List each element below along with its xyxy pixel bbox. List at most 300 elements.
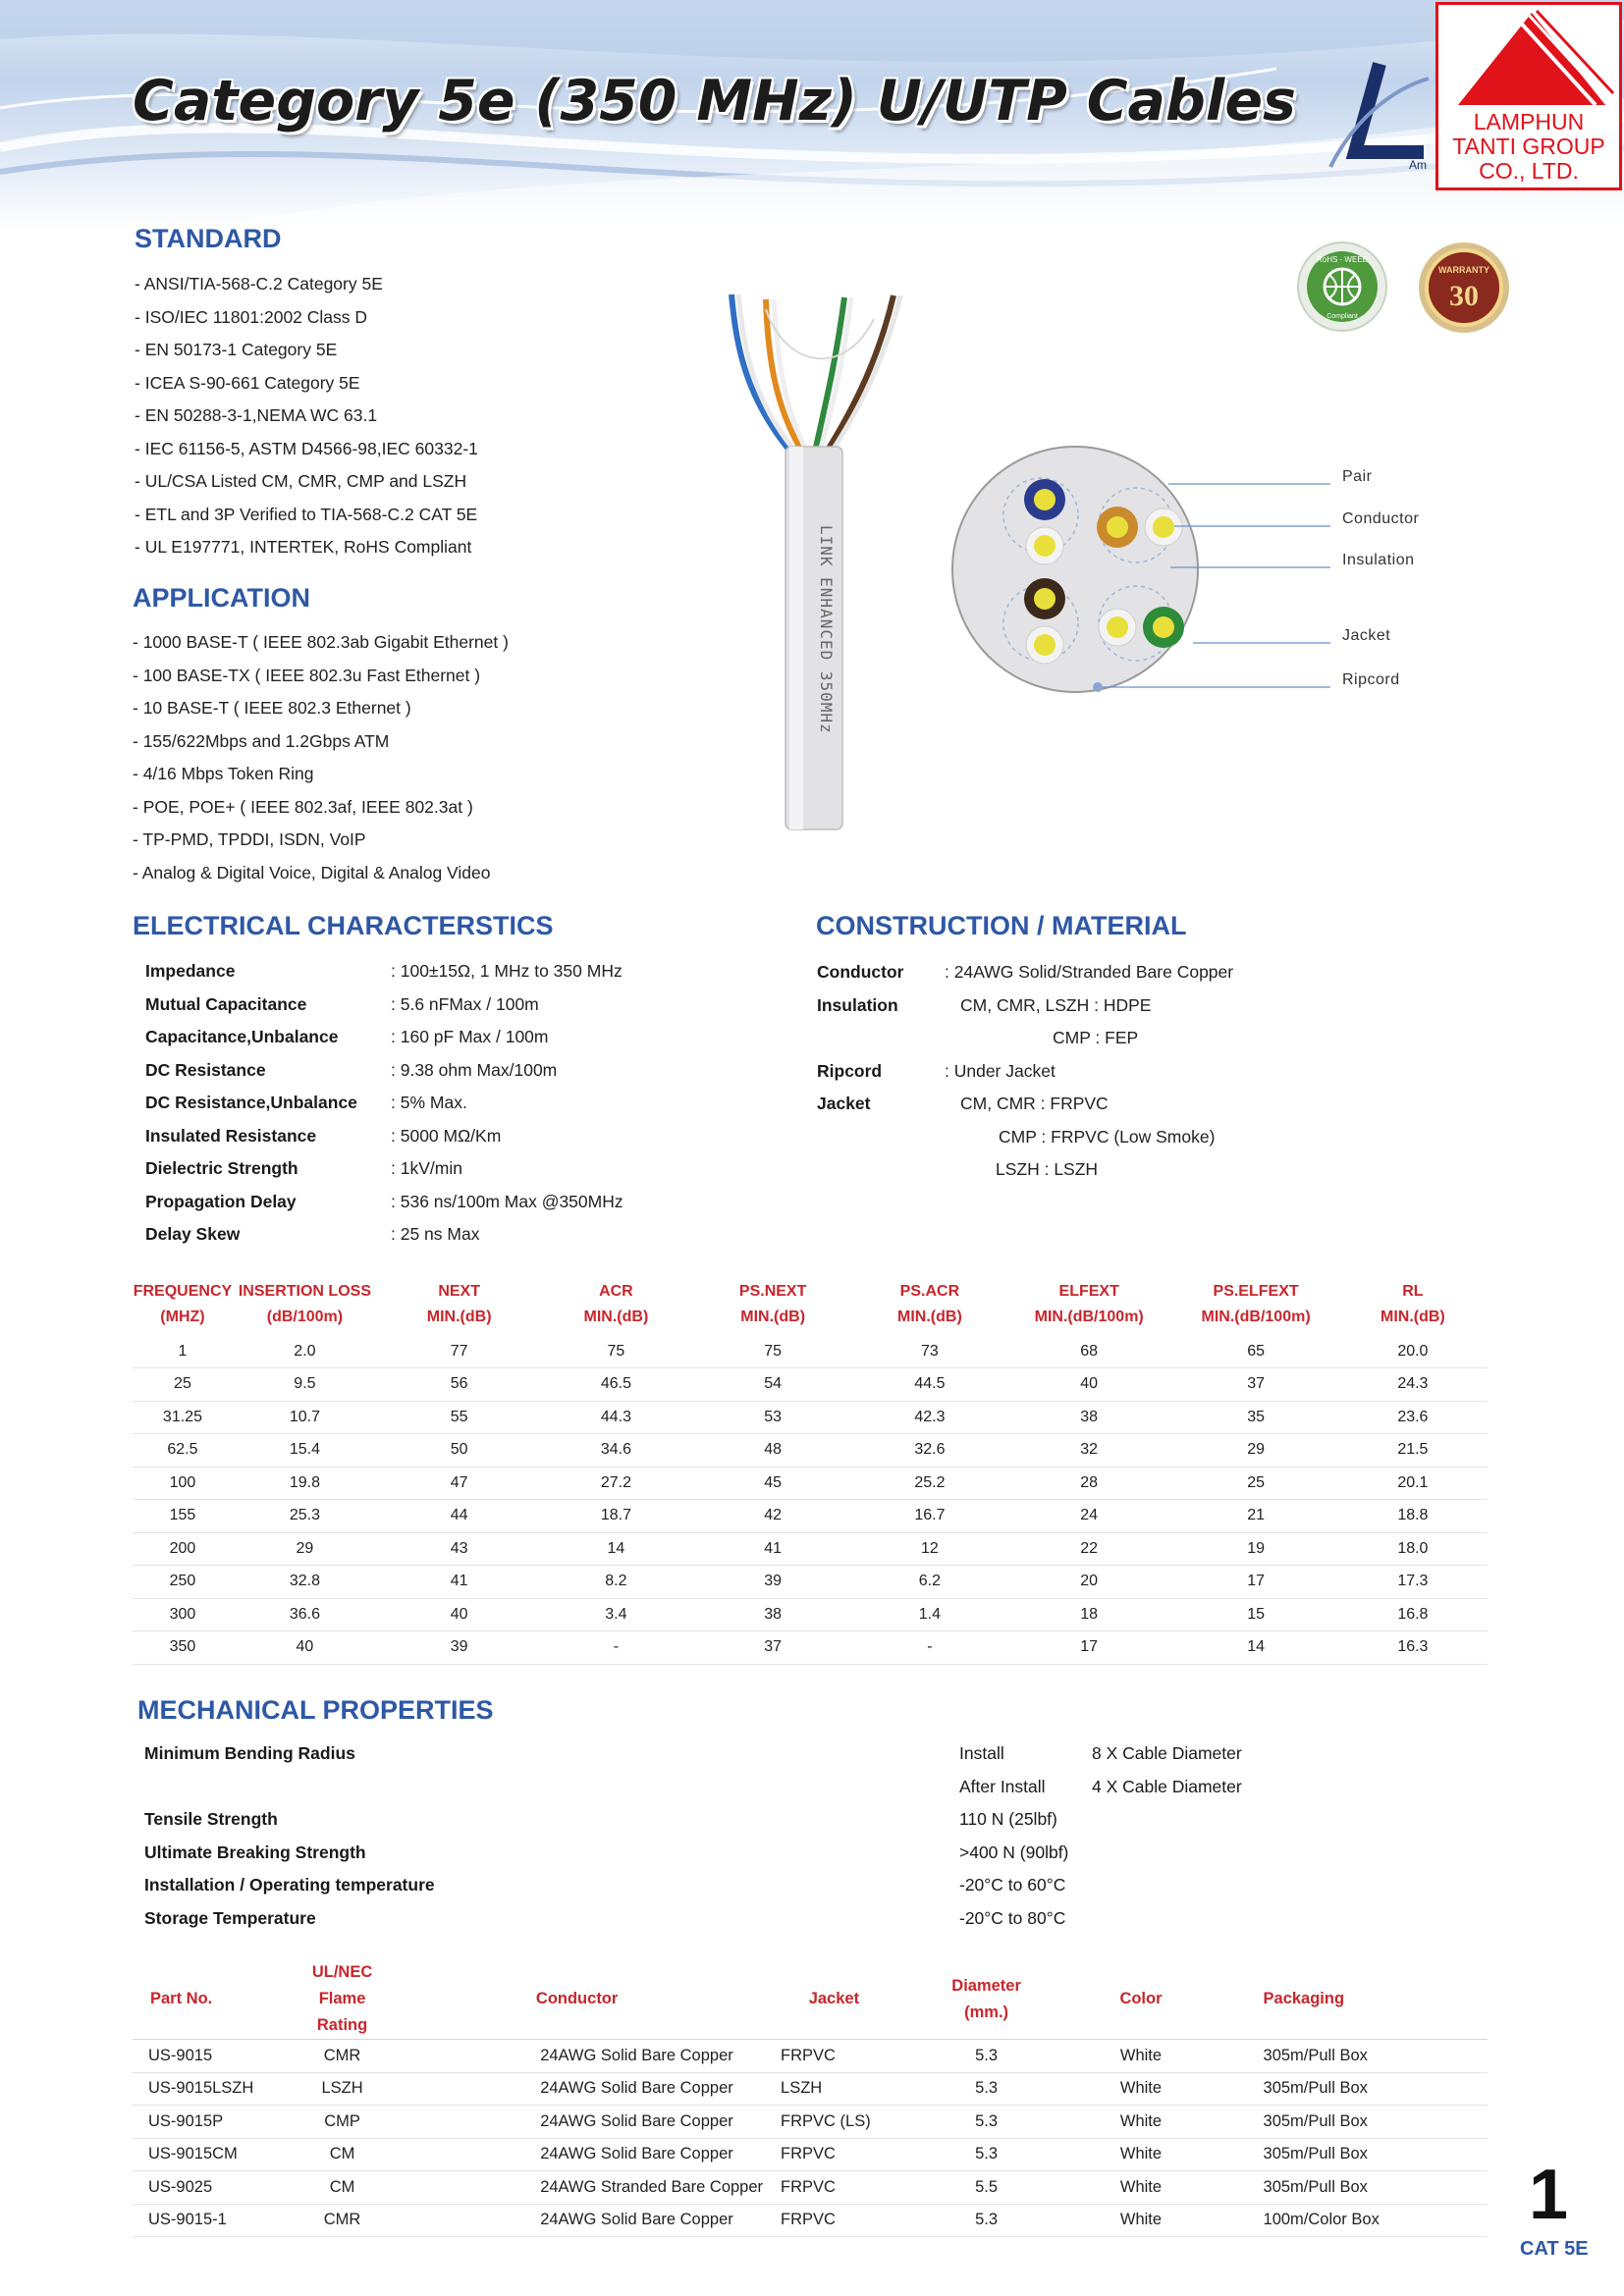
performance-cell: 21 bbox=[1173, 1500, 1337, 1533]
warranty-badge-icon bbox=[1417, 240, 1511, 335]
mechanical-subkey: After Install bbox=[959, 1776, 1046, 1796]
header-text: UL/NEC bbox=[311, 1963, 373, 1981]
performance-cell: 47 bbox=[377, 1467, 541, 1500]
standard-item: - UL E197771, INTERTEK, RoHS Compliant bbox=[135, 531, 478, 564]
parts-cell: 305m/Pull Box bbox=[1215, 2171, 1488, 2205]
parts-cell: LSZH bbox=[763, 2072, 905, 2106]
header-text: PS.NEXT bbox=[738, 1283, 807, 1300]
company-triangle-logo-icon bbox=[1448, 9, 1615, 107]
performance-cell: 19.8 bbox=[233, 1467, 377, 1500]
standard-item: - ISO/IEC 11801:2002 Class D bbox=[135, 301, 478, 335]
performance-cell: 17 bbox=[1173, 1566, 1337, 1599]
header-text: Packaging bbox=[1263, 1990, 1345, 2007]
performance-cell: 50 bbox=[377, 1434, 541, 1468]
header-text: Flame Rating bbox=[316, 1990, 368, 2034]
page-title: Category 5e (350 MHz) U/UTP Cables bbox=[133, 69, 1296, 133]
performance-cell: 14 bbox=[541, 1532, 690, 1566]
electrical-value: : 100±15Ω, 1 MHz to 350 MHz bbox=[391, 961, 623, 981]
mechanical-key: Storage Temperature bbox=[144, 1907, 316, 1928]
construction-key: Conductor bbox=[817, 962, 904, 982]
mechanical-value: >400 N (90lbf) bbox=[959, 1842, 1069, 1862]
construction-row-ripcord bbox=[817, 1055, 1455, 1089]
performance-cell: 75 bbox=[541, 1335, 690, 1368]
header-text: Conductor bbox=[535, 1990, 619, 2007]
performance-row bbox=[133, 1532, 1488, 1566]
standard-item: - IEC 61156-5, ASTM D4566-98,IEC 60332-1 bbox=[135, 433, 478, 466]
electrical-key: Impedance bbox=[145, 961, 236, 981]
rohs-top-text: RoHS - WEEE bbox=[1316, 255, 1369, 264]
rohs-bottom-text: Compliant bbox=[1326, 313, 1358, 320]
performance-header-cell bbox=[1173, 1274, 1337, 1335]
performance-cell: 6.2 bbox=[855, 1566, 1004, 1599]
electrical-key: Mutual Capacitance bbox=[145, 993, 307, 1014]
header-text: MIN.(dB/100m) bbox=[1201, 1308, 1311, 1325]
performance-cell: 25 bbox=[1173, 1467, 1337, 1500]
standard-item: - UL/CSA Listed CM, CMR, CMP and LSZH bbox=[135, 465, 478, 499]
performance-cell: 8.2 bbox=[541, 1566, 690, 1599]
performance-cell: 40 bbox=[377, 1598, 541, 1631]
parts-header-cell bbox=[391, 1959, 763, 2040]
electrical-key: Dielectric Strength bbox=[145, 1158, 298, 1178]
diagram-label-ripcord: Ripcord bbox=[1342, 671, 1400, 688]
warranty-top-text: WARRANTY bbox=[1438, 265, 1489, 275]
electrical-key: Insulated Resistance bbox=[145, 1125, 317, 1146]
performance-cell: 40 bbox=[233, 1631, 377, 1665]
electrical-value: : 25 ns Max bbox=[391, 1224, 480, 1244]
page-category-tag: CAT 5E bbox=[1520, 2238, 1589, 2260]
diagram-label-insulation: Insulation bbox=[1342, 552, 1415, 568]
standard-item: - EN 50173-1 Category 5E bbox=[135, 334, 478, 367]
performance-cell: 40 bbox=[1004, 1368, 1173, 1402]
mechanical-key: Installation / Operating temperature bbox=[144, 1875, 435, 1895]
performance-cell: 17 bbox=[1004, 1631, 1173, 1665]
diagram-label-conductor: Conductor bbox=[1342, 510, 1420, 527]
mechanical-subkey: Install bbox=[959, 1743, 1004, 1763]
electrical-value: : 5.6 nFMax / 100m bbox=[391, 993, 539, 1014]
performance-cell: 38 bbox=[1004, 1401, 1173, 1434]
performance-row bbox=[133, 1401, 1488, 1434]
mechanical-row-bending bbox=[144, 1737, 1323, 1771]
parts-cell: 5.3 bbox=[905, 2040, 1068, 2073]
parts-cell: US-9015-1 bbox=[133, 2204, 294, 2237]
header-text: Part No. bbox=[150, 1990, 213, 2007]
electrical-value: : 536 ns/100m Max @350MHz bbox=[391, 1191, 623, 1211]
electrical-row bbox=[145, 955, 734, 988]
parts-cell: 305m/Pull Box bbox=[1215, 2138, 1488, 2171]
performance-header-cell bbox=[690, 1274, 854, 1335]
parts-cell: 5.5 bbox=[905, 2171, 1068, 2205]
construction-value: CMP : FRPVC (Low Smoke) bbox=[999, 1126, 1216, 1147]
parts-cell: 24AWG Stranded Bare Copper bbox=[391, 2171, 763, 2205]
performance-header-cell bbox=[1004, 1274, 1173, 1335]
warranty-number-text: 30 bbox=[1449, 280, 1479, 312]
performance-cell: 34.6 bbox=[541, 1434, 690, 1468]
electrical-value: : 1kV/min bbox=[391, 1158, 462, 1178]
performance-cell: 155 bbox=[133, 1500, 233, 1533]
electrical-characteristics-list bbox=[145, 955, 734, 1252]
performance-cell: 1 bbox=[133, 1335, 233, 1368]
standard-item: - ANSI/TIA-568-C.2 Category 5E bbox=[135, 268, 478, 301]
parts-cell: US-9015 bbox=[133, 2040, 294, 2073]
construction-value: CMP : FEP bbox=[1053, 1028, 1139, 1047]
performance-cell: 65 bbox=[1173, 1335, 1337, 1368]
header-text: ELFEXT bbox=[1058, 1283, 1119, 1300]
performance-row bbox=[133, 1335, 1488, 1368]
construction-row-jacket bbox=[817, 1088, 1455, 1121]
performance-cell: 350 bbox=[133, 1631, 233, 1665]
electrical-key: Delay Skew bbox=[145, 1224, 241, 1244]
performance-cell: 43 bbox=[377, 1532, 541, 1566]
construction-key: Jacket bbox=[817, 1094, 871, 1113]
mechanical-row-tensile bbox=[144, 1803, 1323, 1837]
construction-key: Insulation bbox=[817, 994, 898, 1015]
header-text: PS.ELFEXT bbox=[1213, 1283, 1299, 1300]
performance-header-row bbox=[133, 1274, 1488, 1335]
performance-cell: 18.0 bbox=[1338, 1532, 1488, 1566]
parts-cell: US-9015CM bbox=[133, 2138, 294, 2171]
header-text: FREQUENCY bbox=[133, 1283, 233, 1300]
header-text: Color bbox=[1119, 1990, 1163, 2007]
construction-row-insulation bbox=[817, 989, 1455, 1023]
parts-table bbox=[133, 1959, 1488, 2237]
header-text: INSERTION LOSS bbox=[238, 1283, 371, 1300]
mechanical-key: Ultimate Breaking Strength bbox=[144, 1842, 366, 1862]
performance-cell: 37 bbox=[1173, 1368, 1337, 1402]
header-text: (MHZ) bbox=[160, 1308, 205, 1325]
electrical-row bbox=[145, 1087, 734, 1120]
electrical-key: Propagation Delay bbox=[145, 1191, 297, 1211]
standard-heading: STANDARD bbox=[135, 224, 282, 253]
performance-cell: 36.6 bbox=[233, 1598, 377, 1631]
mechanical-row-breaking bbox=[144, 1837, 1323, 1870]
performance-cell: 32.6 bbox=[855, 1434, 1004, 1468]
performance-cell: 25.3 bbox=[233, 1500, 377, 1533]
performance-cell: 19 bbox=[1173, 1532, 1337, 1566]
performance-row bbox=[133, 1566, 1488, 1599]
performance-cell: 12 bbox=[855, 1532, 1004, 1566]
performance-cell: 18 bbox=[1004, 1598, 1173, 1631]
performance-cell: 9.5 bbox=[233, 1368, 377, 1402]
header-text: MIN.(dB) bbox=[740, 1308, 806, 1325]
performance-cell: 15.4 bbox=[233, 1434, 377, 1468]
application-item: - 100 BASE-TX ( IEEE 802.3u Fast Ethernet ) bbox=[133, 660, 509, 693]
parts-cell: FRPVC (LS) bbox=[763, 2106, 905, 2139]
mechanical-value: 4 X Cable Diameter bbox=[1092, 1776, 1242, 1796]
header-text: RL bbox=[1402, 1283, 1424, 1300]
mechanical-key: Minimum Bending Radius bbox=[144, 1743, 355, 1763]
performance-cell: 56 bbox=[377, 1368, 541, 1402]
performance-header-cell bbox=[541, 1274, 690, 1335]
performance-cell: 25 bbox=[133, 1368, 233, 1402]
parts-cell: 24AWG Solid Bare Copper bbox=[391, 2138, 763, 2171]
performance-cell: 10.7 bbox=[233, 1401, 377, 1434]
performance-row bbox=[133, 1467, 1488, 1500]
performance-cell: 14 bbox=[1173, 1631, 1337, 1665]
header-text: MIN.(dB/100m) bbox=[1034, 1308, 1144, 1325]
parts-row bbox=[133, 2106, 1488, 2139]
performance-cell: 35 bbox=[1173, 1401, 1337, 1434]
construction-value: : Under Jacket bbox=[945, 1060, 1056, 1081]
construction-row-jacket-lszh bbox=[817, 1153, 1455, 1187]
parts-cell: 305m/Pull Box bbox=[1215, 2072, 1488, 2106]
performance-cell: 31.25 bbox=[133, 1401, 233, 1434]
performance-cell: 15 bbox=[1173, 1598, 1337, 1631]
parts-cell: US-9025 bbox=[133, 2171, 294, 2205]
performance-cell: 29 bbox=[1173, 1434, 1337, 1468]
electrical-value: : 5000 MΩ/Km bbox=[391, 1125, 502, 1146]
performance-cell: 250 bbox=[133, 1566, 233, 1599]
parts-cell: White bbox=[1067, 2106, 1214, 2139]
electrical-value: : 160 pF Max / 100m bbox=[391, 1027, 549, 1046]
performance-cell: 44.5 bbox=[855, 1368, 1004, 1402]
link-logo-icon bbox=[1326, 59, 1434, 177]
header-text: MIN.(dB) bbox=[897, 1308, 962, 1325]
performance-cell: 23.6 bbox=[1338, 1401, 1488, 1434]
page-number: 1 bbox=[1529, 2156, 1569, 2234]
performance-cell: 1.4 bbox=[855, 1598, 1004, 1631]
parts-cell: 305m/Pull Box bbox=[1215, 2040, 1488, 2073]
mechanical-value: 110 N (25lbf) bbox=[959, 1809, 1057, 1829]
rohs-weee-badge-icon bbox=[1296, 240, 1388, 333]
performance-cell: 22 bbox=[1004, 1532, 1173, 1566]
parts-row bbox=[133, 2040, 1488, 2073]
electrical-row bbox=[145, 1021, 734, 1054]
parts-cell: White bbox=[1067, 2072, 1214, 2106]
mechanical-row-operating bbox=[144, 1869, 1323, 1902]
application-item: - 1000 BASE-T ( IEEE 802.3ab Gigabit Ethernet ) bbox=[133, 626, 509, 660]
performance-cell: 73 bbox=[855, 1335, 1004, 1368]
header-text: NEXT bbox=[438, 1283, 480, 1300]
performance-cell: - bbox=[855, 1631, 1004, 1665]
electrical-key: DC Resistance,Unbalance bbox=[145, 1093, 357, 1112]
parts-header-cell bbox=[763, 1959, 905, 2040]
performance-cell: 25.2 bbox=[855, 1467, 1004, 1500]
company-name bbox=[1438, 110, 1619, 184]
performance-cell: 39 bbox=[690, 1566, 854, 1599]
parts-header-row bbox=[133, 1959, 1488, 2040]
performance-header-cell bbox=[133, 1274, 233, 1335]
performance-cell: 32 bbox=[1004, 1434, 1173, 1468]
performance-cell: 42.3 bbox=[855, 1401, 1004, 1434]
performance-cell: 18.7 bbox=[541, 1500, 690, 1533]
header-text: (dB/100m) bbox=[266, 1308, 344, 1325]
cable-illustration bbox=[707, 290, 933, 839]
performance-table bbox=[133, 1274, 1488, 1665]
application-item: - POE, POE+ ( IEEE 802.3af, IEEE 802.3at ) bbox=[133, 791, 509, 825]
performance-header-cell bbox=[855, 1274, 1004, 1335]
construction-value: CM, CMR, LSZH : HDPE bbox=[960, 994, 1152, 1015]
parts-cell: 5.3 bbox=[905, 2204, 1068, 2237]
company-name-line-2: TANTI GROUP bbox=[1452, 133, 1605, 159]
application-list bbox=[133, 626, 509, 889]
mechanical-key: Tensile Strength bbox=[144, 1809, 278, 1829]
construction-row-conductor bbox=[817, 956, 1455, 989]
header-text: MIN.(dB) bbox=[1380, 1308, 1445, 1325]
parts-header-cell bbox=[905, 1959, 1068, 2040]
parts-cell: CMR bbox=[294, 2040, 391, 2073]
electrical-key: Capacitance,Unbalance bbox=[145, 1027, 339, 1046]
parts-cell: 305m/Pull Box bbox=[1215, 2106, 1488, 2139]
performance-cell: 17.3 bbox=[1338, 1566, 1488, 1599]
header-text: Jacket bbox=[808, 1990, 860, 2007]
performance-cell: 18.8 bbox=[1338, 1500, 1488, 1533]
parts-cell: 5.3 bbox=[905, 2106, 1068, 2139]
parts-cell: White bbox=[1067, 2138, 1214, 2171]
parts-cell: CMP bbox=[294, 2106, 391, 2139]
performance-cell: 28 bbox=[1004, 1467, 1173, 1500]
standard-item: - ETL and 3P Verified to TIA-568-C.2 CAT 5E bbox=[135, 499, 478, 532]
performance-cell: 42 bbox=[690, 1500, 854, 1533]
performance-header-cell bbox=[233, 1274, 377, 1335]
electrical-row bbox=[145, 1186, 734, 1219]
performance-cell: 16.7 bbox=[855, 1500, 1004, 1533]
parts-cell: 5.3 bbox=[905, 2138, 1068, 2171]
performance-cell: 44.3 bbox=[541, 1401, 690, 1434]
parts-header-cell bbox=[294, 1959, 391, 2040]
performance-cell: 100 bbox=[133, 1467, 233, 1500]
performance-row bbox=[133, 1368, 1488, 1402]
performance-cell: 68 bbox=[1004, 1335, 1173, 1368]
application-item: - 155/622Mbps and 1.2Gbps ATM bbox=[133, 725, 509, 759]
mechanical-properties-list bbox=[144, 1737, 1323, 1935]
parts-cell: 24AWG Solid Bare Copper bbox=[391, 2072, 763, 2106]
parts-cell: FRPVC bbox=[763, 2040, 905, 2073]
cable-cross-section-diagram bbox=[943, 422, 1355, 717]
mechanical-heading: MECHANICAL PROPERTIES bbox=[137, 1695, 494, 1725]
parts-cell: 100m/Color Box bbox=[1215, 2204, 1488, 2237]
performance-cell: 3.4 bbox=[541, 1598, 690, 1631]
mechanical-row-storage bbox=[144, 1902, 1323, 1936]
standard-item: - ICEA S-90-661 Category 5E bbox=[135, 367, 478, 400]
construction-value: : 24AWG Solid/Stranded Bare Copper bbox=[945, 962, 1234, 982]
electrical-row bbox=[145, 1218, 734, 1252]
diagram-label-jacket: Jacket bbox=[1342, 627, 1391, 644]
performance-cell: 44 bbox=[377, 1500, 541, 1533]
electrical-row bbox=[145, 988, 734, 1022]
electrical-value: : 5% Max. bbox=[391, 1093, 467, 1112]
mechanical-value: -20°C to 60°C bbox=[959, 1875, 1066, 1895]
header-text: Diameter bbox=[951, 1976, 1021, 1995]
company-logo-box bbox=[1435, 2, 1622, 190]
parts-cell: 24AWG Solid Bare Copper bbox=[391, 2204, 763, 2237]
parts-cell: US-9015LSZH bbox=[133, 2072, 294, 2106]
construction-material-list bbox=[817, 956, 1455, 1187]
parts-row bbox=[133, 2138, 1488, 2171]
application-heading: APPLICATION bbox=[133, 583, 310, 613]
standard-list bbox=[135, 268, 478, 564]
construction-heading: CONSTRUCTION / MATERIAL bbox=[816, 911, 1187, 940]
performance-cell: 48 bbox=[690, 1434, 854, 1468]
electrical-heading: ELECTRICAL CHARACTERSTICS bbox=[133, 911, 554, 940]
application-item: - TP-PMD, TPDDI, ISDN, VoIP bbox=[133, 824, 509, 857]
performance-cell: 62.5 bbox=[133, 1434, 233, 1468]
performance-cell: 21.5 bbox=[1338, 1434, 1488, 1468]
performance-cell: 77 bbox=[377, 1335, 541, 1368]
header-banner bbox=[0, 0, 1624, 231]
performance-row bbox=[133, 1434, 1488, 1468]
electrical-row bbox=[145, 1120, 734, 1153]
parts-header-cell bbox=[1215, 1959, 1488, 2040]
parts-row bbox=[133, 2171, 1488, 2205]
parts-cell: White bbox=[1067, 2040, 1214, 2073]
parts-row bbox=[133, 2072, 1488, 2106]
parts-header-cell bbox=[133, 1959, 294, 2040]
performance-cell: - bbox=[541, 1631, 690, 1665]
parts-cell: FRPVC bbox=[763, 2171, 905, 2205]
parts-cell: LSZH bbox=[294, 2072, 391, 2106]
performance-cell: 24 bbox=[1004, 1500, 1173, 1533]
parts-cell: CM bbox=[294, 2138, 391, 2171]
electrical-key: DC Resistance bbox=[145, 1059, 266, 1080]
performance-cell: 45 bbox=[690, 1467, 854, 1500]
mechanical-value: -20°C to 80°C bbox=[959, 1907, 1066, 1928]
header-text: MIN.(dB) bbox=[426, 1308, 492, 1325]
performance-cell: 54 bbox=[690, 1368, 854, 1402]
performance-cell: 2.0 bbox=[233, 1335, 377, 1368]
construction-row-jacket-cmp bbox=[817, 1121, 1455, 1154]
performance-cell: 200 bbox=[133, 1532, 233, 1566]
performance-row bbox=[133, 1598, 1488, 1631]
parts-cell: 24AWG Solid Bare Copper bbox=[391, 2106, 763, 2139]
parts-cell: US-9015P bbox=[133, 2106, 294, 2139]
application-item: - 4/16 Mbps Token Ring bbox=[133, 758, 509, 791]
parts-cell: CM bbox=[294, 2171, 391, 2205]
performance-cell: 32.8 bbox=[233, 1566, 377, 1599]
performance-cell: 20 bbox=[1004, 1566, 1173, 1599]
parts-cell: FRPVC bbox=[763, 2138, 905, 2171]
performance-cell: 46.5 bbox=[541, 1368, 690, 1402]
performance-cell: 24.3 bbox=[1338, 1368, 1488, 1402]
electrical-row bbox=[145, 1152, 734, 1186]
performance-cell: 75 bbox=[690, 1335, 854, 1368]
company-name-line-1: LAMPHUN bbox=[1473, 109, 1585, 134]
header-text: PS.ACR bbox=[899, 1283, 960, 1300]
diagram-label-pair: Pair bbox=[1342, 468, 1373, 485]
performance-cell: 300 bbox=[133, 1598, 233, 1631]
application-item: - 10 BASE-T ( IEEE 802.3 Ethernet ) bbox=[133, 692, 509, 725]
application-item: - Analog & Digital Voice, Digital & Analog Video bbox=[133, 857, 509, 890]
construction-row-insulation-cmp bbox=[817, 1022, 1455, 1055]
performance-cell: 20.1 bbox=[1338, 1467, 1488, 1500]
cable-print-text: LINK ENHANCED 350MHz bbox=[817, 525, 836, 734]
performance-cell: 16.3 bbox=[1338, 1631, 1488, 1665]
performance-header-cell bbox=[377, 1274, 541, 1335]
performance-cell: 53 bbox=[690, 1401, 854, 1434]
performance-cell: 20.0 bbox=[1338, 1335, 1488, 1368]
performance-cell: 27.2 bbox=[541, 1467, 690, 1500]
parts-cell: 24AWG Solid Bare Copper bbox=[391, 2040, 763, 2073]
electrical-value: : 9.38 ohm Max/100m bbox=[391, 1059, 558, 1080]
performance-row bbox=[133, 1500, 1488, 1533]
performance-row bbox=[133, 1631, 1488, 1665]
performance-cell: 41 bbox=[377, 1566, 541, 1599]
parts-header-cell bbox=[1067, 1959, 1214, 2040]
header-text: (mm.) bbox=[964, 2002, 1009, 2021]
performance-cell: 16.8 bbox=[1338, 1598, 1488, 1631]
parts-row bbox=[133, 2204, 1488, 2237]
mechanical-value: 8 X Cable Diameter bbox=[1092, 1743, 1242, 1763]
performance-cell: 41 bbox=[690, 1532, 854, 1566]
performance-header-cell bbox=[1338, 1274, 1488, 1335]
parts-cell: FRPVC bbox=[763, 2204, 905, 2237]
mechanical-row-bending-after bbox=[144, 1771, 1323, 1804]
brand-partial-text: Am bbox=[1409, 158, 1427, 172]
performance-cell: 37 bbox=[690, 1631, 854, 1665]
performance-cell: 39 bbox=[377, 1631, 541, 1665]
construction-key: Ripcord bbox=[817, 1060, 883, 1081]
performance-cell: 29 bbox=[233, 1532, 377, 1566]
standard-item: - EN 50288-3-1,NEMA WC 63.1 bbox=[135, 400, 478, 433]
